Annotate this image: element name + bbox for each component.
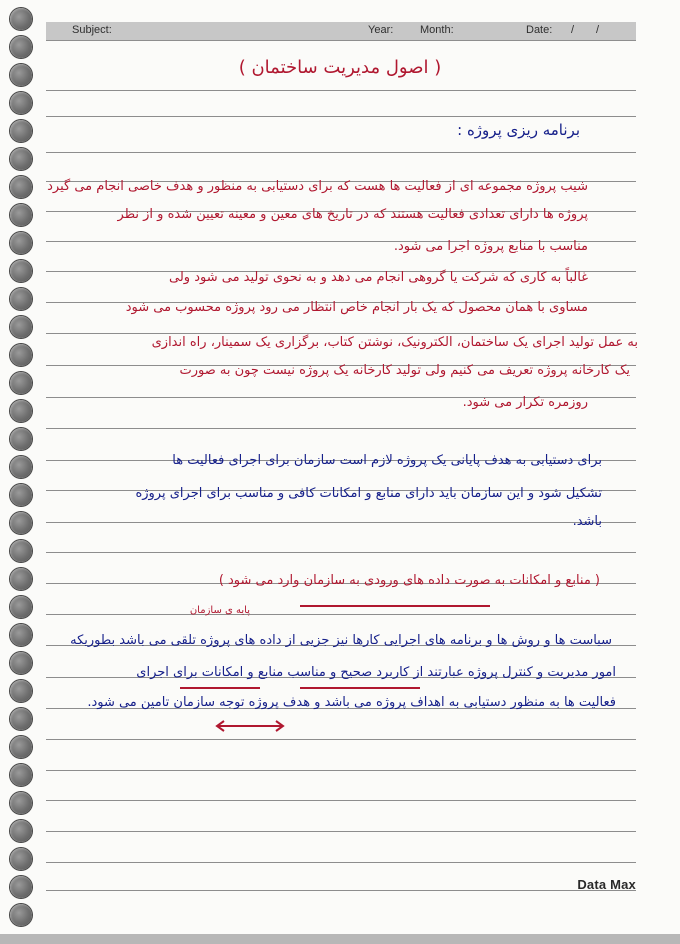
para1-line-8: روزمره تکرار می شود. xyxy=(462,395,588,410)
spiral-hole xyxy=(10,820,32,842)
spiral-hole xyxy=(10,736,32,758)
underline-mark-2 xyxy=(300,687,420,689)
spiral-hole xyxy=(10,428,32,450)
page-title: ( اصول مدیریت ساختمان ) xyxy=(238,57,442,78)
para2-line-3: باشد. xyxy=(572,514,602,529)
section-heading-planning: برنامه ریزی پروژه : xyxy=(457,121,580,139)
para3-line-1: سیاست ها و روش ها و برنامه های اجرایی کارها نیز جزیی از داده های پروژه تلقی می باشد بطوریکه xyxy=(70,633,612,648)
spiral-hole xyxy=(10,120,32,142)
ruled-line xyxy=(46,770,636,771)
para2-line-2: تشکیل شود و این سازمان باید دارای منابع و امکانات کافی و مناسب برای اجرای پروژه xyxy=(135,486,602,501)
ruled-line xyxy=(46,116,636,117)
ruled-line xyxy=(46,800,636,801)
ruled-line xyxy=(46,739,636,740)
para1-line-5: مساوی با همان محصول که یک بار انجام خاص انتظار می رود پروژه محسوب می شود xyxy=(125,300,588,315)
para1-line-6: به عمل تولید اجرای یک ساختمان، الکترونیک، نوشتن کتاب، برگزاری یک سمینار، راه اندازی xyxy=(151,335,638,350)
spiral-hole xyxy=(10,316,32,338)
ruled-line xyxy=(46,90,636,91)
spiral-hole xyxy=(10,36,32,58)
spiral-hole xyxy=(10,512,32,534)
date-label: Date: xyxy=(526,24,553,36)
subject-label: Subject: xyxy=(72,24,112,36)
para3-line-3: فعالیت ها به منظور دستیابی به اهداف پروژه می باشد و هدف پروژه توجه سازمان تامین می شود. xyxy=(87,695,616,710)
para3-line-2: امور مدیریت و کنترل پروژه عبارتند از کاربرد صحیح و مناسب منابع و امکانات برای اجرای xyxy=(136,665,616,680)
spiral-hole xyxy=(10,708,32,730)
spiral-hole xyxy=(10,176,32,198)
spiral-hole xyxy=(10,848,32,870)
ruled-line xyxy=(46,428,636,429)
para1-line-1: شیب پروژه مجموعه ای از فعالیت ها هست که برای دستیابی به منظور و هدف خاصی انجام می گیرد xyxy=(47,179,588,194)
underline-mark-3 xyxy=(180,687,260,689)
spiral-hole xyxy=(10,568,32,590)
spiral-hole xyxy=(10,148,32,170)
month-label: Month: xyxy=(420,24,454,36)
spiral-hole xyxy=(10,904,32,926)
ruled-line xyxy=(46,522,636,523)
ruled-lines xyxy=(46,0,636,944)
spiral-hole xyxy=(10,8,32,30)
page-bottom-edge xyxy=(0,934,680,944)
spiral-hole xyxy=(10,876,32,898)
ruled-line xyxy=(46,152,636,153)
para1-line-2: پروژه ها دارای تعدادی فعالیت هستند که در تاریخ های معین و معینه تعیین شده و از نظر xyxy=(117,207,588,222)
underline-mark-1 xyxy=(300,605,490,607)
ruled-line xyxy=(46,552,636,553)
spiral-hole xyxy=(10,288,32,310)
para2-line-1: برای دستیابی به هدف پایانی یک پروژه لازم است سازمان برای اجرای فعالیت ها xyxy=(172,453,602,468)
spiral-hole xyxy=(10,92,32,114)
spiral-hole xyxy=(10,204,32,226)
spiral-hole xyxy=(10,652,32,674)
spiral-hole xyxy=(10,344,32,366)
spiral-hole xyxy=(10,792,32,814)
spiral-hole xyxy=(10,232,32,254)
spiral-hole xyxy=(10,456,32,478)
spiral-hole xyxy=(10,64,32,86)
date-slash-2: / xyxy=(596,24,600,36)
spiral-hole xyxy=(10,400,32,422)
spiral-hole xyxy=(10,680,32,702)
spiral-hole xyxy=(10,372,32,394)
brand-logo-text: Data Max xyxy=(577,877,636,892)
spiral-hole xyxy=(10,540,32,562)
spiral-hole xyxy=(10,764,32,786)
para1-line-3: مناسب با منابع پروژه اجرا می شود. xyxy=(393,239,588,254)
spiral-hole xyxy=(10,484,32,506)
para1-line-4: غالباً به کاری که شرکت یا گروهی انجام می دهد و به نحوی تولید می شود ولی xyxy=(169,270,588,285)
spiral-hole xyxy=(10,624,32,646)
spiral-hole xyxy=(10,596,32,618)
ruled-line xyxy=(46,614,636,615)
double-arrow-icon xyxy=(214,720,286,732)
spiral-hole xyxy=(10,260,32,282)
year-label: Year: xyxy=(368,24,394,36)
ruled-line xyxy=(46,831,636,832)
section-heading-resources: ( منابع و امکانات به صورت داده های ورودی به سازمان وارد می شود ) xyxy=(218,573,600,588)
footer-line xyxy=(46,890,636,891)
ruled-line xyxy=(46,862,636,863)
para1-line-7: یک کارخانه پروژه تعریف می کنیم ولی تولید کارخانه یک پروژه نیست چون به صورت xyxy=(179,363,630,378)
date-slash-1: / xyxy=(571,24,575,36)
spiral-binding xyxy=(10,0,34,944)
margin-note: پایه ی سازمان xyxy=(189,605,250,616)
